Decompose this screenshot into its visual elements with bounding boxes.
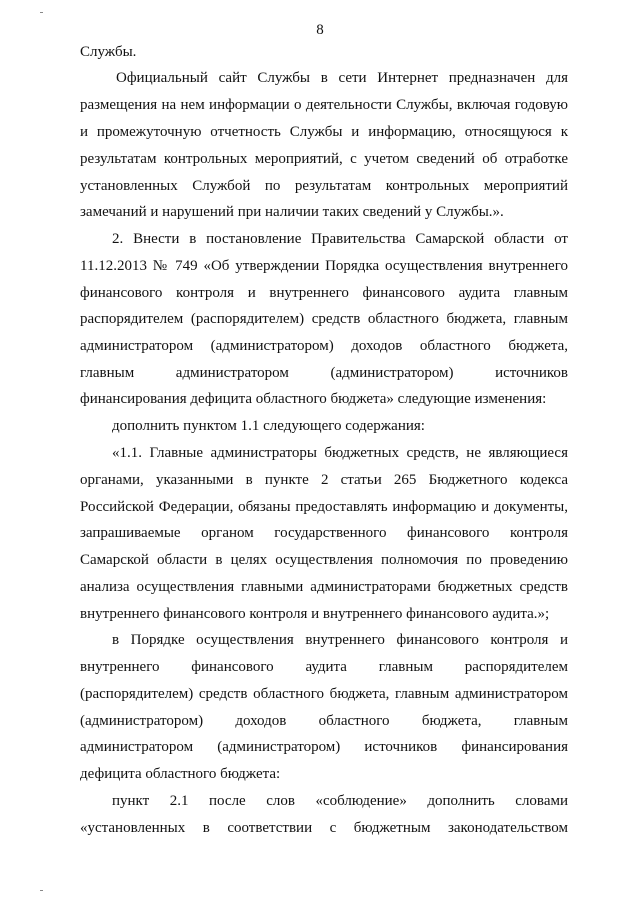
text-line: результатам контрольных мероприятий, с учетом сведений об отработке: [80, 151, 568, 167]
text-line: и промежуточную отчетность Службы и информацию, относящуюся к: [80, 124, 568, 140]
text-line: главным администратором (администратором) источников: [80, 365, 568, 381]
text-line: 11.12.2013 № 749 «Об утверждении Порядка осуществления внутреннего: [80, 258, 568, 274]
text-line: «установленных в соответствии с бюджетным законодательством: [80, 820, 568, 836]
text-line: размещения на нем информации о деятельности Службы, включая годовую: [80, 97, 568, 113]
scan-mark: [40, 890, 43, 891]
text-line: (распорядителем) средств областного бюджета, главным администратором: [80, 686, 568, 702]
text-line: 2. Внести в постановление Правительства Самарской области от: [112, 231, 568, 247]
page-number: 8: [316, 22, 324, 38]
text-line: финансового контроля и внутреннего финансового аудита главным: [80, 285, 568, 301]
text-line: Российской Федерации, обязаны предоставлять информацию и документы,: [80, 499, 568, 515]
text-line: «1.1. Главные администраторы бюджетных средств, не являющиеся: [112, 445, 568, 461]
text-line: Официальный сайт Службы в сети Интернет предназначен для: [116, 70, 568, 86]
text-line: Службы.: [80, 44, 137, 60]
text-line: в Порядке осуществления внутреннего финансового контроля и: [112, 632, 568, 648]
text-line: анализа осуществления главными администраторами бюджетных средств: [80, 579, 568, 595]
text-line: распорядителем (распорядителем) средств областного бюджета, главным: [80, 311, 568, 327]
scan-mark: [40, 12, 43, 13]
text-line: органами, указанными в пункте 2 статьи 265 Бюджетного кодекса: [80, 472, 568, 488]
text-line: администратором (администратором) источников финансирования: [80, 739, 568, 755]
text-line: пункт 2.1 после слов «соблюдение» дополнить словами: [112, 793, 568, 809]
text-line: финансирования дефицита областного бюджета» следующие изменения:: [80, 391, 547, 407]
text-line: замечаний и нарушений при наличии таких сведений у Службы.».: [80, 204, 504, 220]
text-line: администратором (администратором) доходов областного бюджета,: [80, 338, 568, 354]
text-line: дефицита областного бюджета:: [80, 766, 281, 782]
text-line: установленных Службой по результатам контрольных мероприятий: [80, 178, 568, 194]
text-line: Самарской области в целях осуществления полномочия по проведению: [80, 552, 568, 568]
text-line: запрашиваемые органом государственного финансового контроля: [80, 525, 568, 541]
text-line: (администратором) доходов областного бюджета, главным: [80, 713, 568, 729]
text-line: дополнить пунктом 1.1 следующего содержания:: [112, 418, 425, 434]
text-line: внутреннего финансового контроля и внутреннего финансового аудита.»;: [80, 606, 550, 622]
text-line: внутреннего финансового аудита главным распорядителем: [80, 659, 568, 675]
